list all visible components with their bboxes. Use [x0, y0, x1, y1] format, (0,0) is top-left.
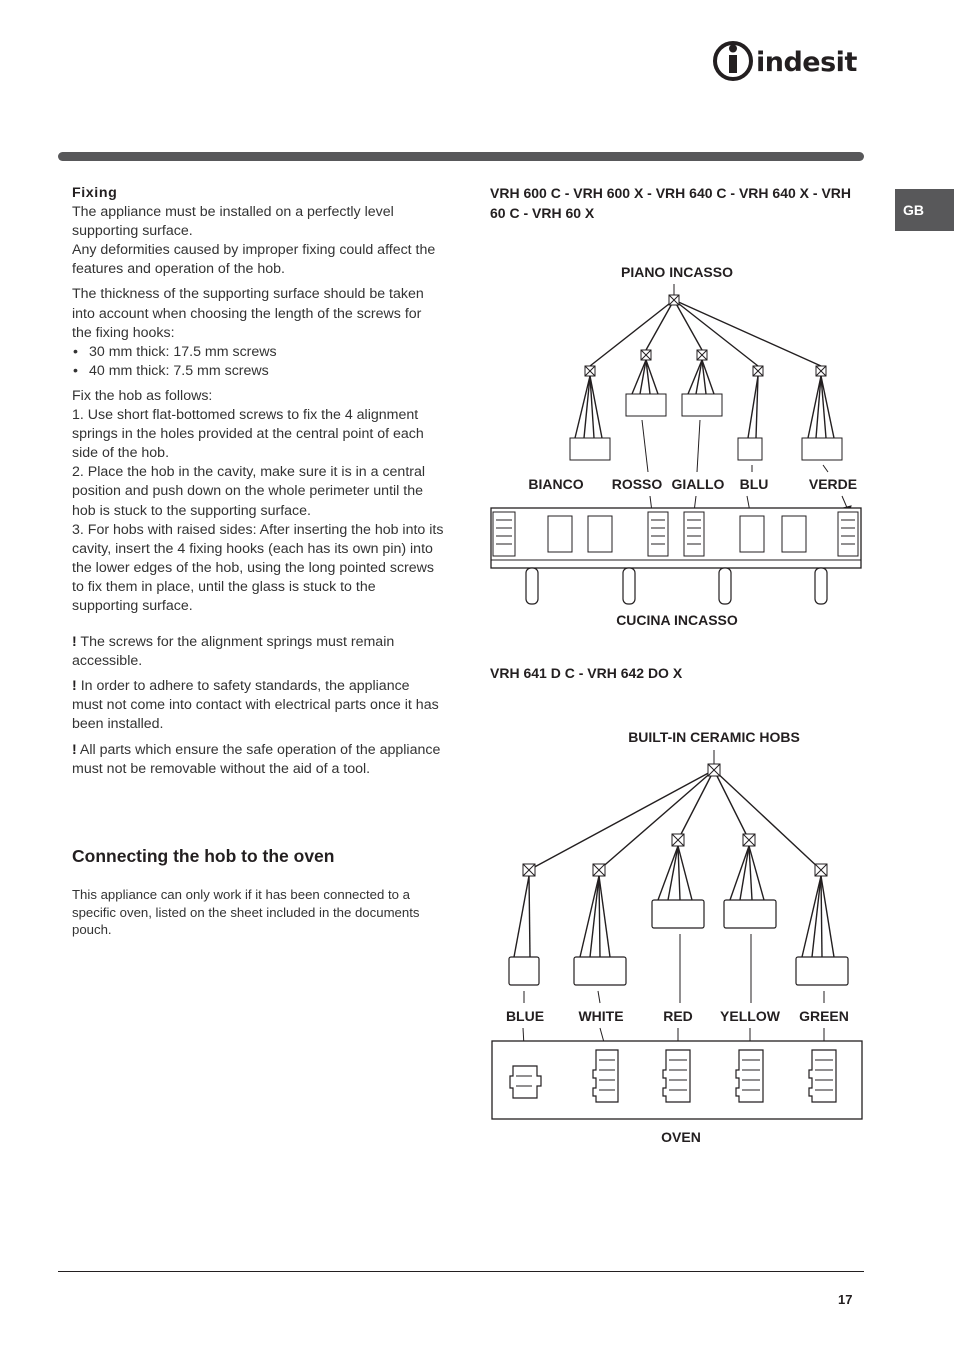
warning-note	[72, 633, 444, 671]
warning-text: In order to adhere to safety standards, the appliance must not come into contact with electrical parts once it has been installed.	[72, 678, 439, 733]
diagram2-bottom-label: OVEN	[661, 1129, 701, 1145]
fixing-paragraph: Any deformities caused by improper fixing could affect the features and operation of the hob.	[72, 242, 436, 278]
warning-note	[72, 677, 444, 734]
bullet-item: • 40 mm thick: 7.5 mm screws	[72, 362, 444, 381]
fixing-step: 2. Place the hob in the cavity, make sure it is in a central position and push down on the whole perimeter until the hob is stuck to the supporting surface.	[72, 464, 426, 519]
warning-mark: !	[72, 678, 77, 695]
connector-label: GREEN	[799, 1008, 849, 1024]
diagram1-top-label: PIANO INCASSO	[620, 264, 734, 280]
language-tab: GB	[895, 189, 954, 231]
connector-label: BLUE	[505, 1008, 545, 1024]
warning-mark: !	[72, 634, 77, 651]
fixing-step: 1. Use short flat-bottomed screws to fix the 4 alignment springs in the holes provided at the central point of each side of the hob.	[72, 407, 424, 462]
diagram2-models: VRH 641 D C - VRH 642 DO X	[490, 665, 683, 681]
fixing-paragraph: Fix the hob as follows:	[72, 387, 213, 404]
fixing-step: 3. For hobs with raised sides: After inserting the hob into its cavity, insert the 4 fixing hooks (each has its own pin) into the lower edges of the hob, using the long pointed screws to fix them in place, until the glass is stuck to the supporting surface.	[72, 521, 444, 614]
connector-label: WHITE	[578, 1008, 624, 1024]
connecting-title: Connecting the hob to the oven	[72, 846, 335, 866]
connector-label: BLU	[739, 476, 769, 492]
wiring-diagram-1	[480, 255, 870, 635]
fixing-section	[72, 184, 444, 779]
connector-label: RED	[663, 1008, 693, 1024]
connector-label: GIALLO	[671, 476, 725, 492]
fixing-paragraph: The appliance must be installed on a perfectly level supporting surface.	[72, 204, 394, 240]
brand-wordmark: indesit	[756, 47, 857, 78]
diagram1-models: VRH 600 C - VRH 600 X - VRH 640 C - VRH 640 X - VRH 60 C - VRH 60 X	[490, 185, 852, 221]
connector-label: YELLOW	[720, 1008, 780, 1024]
warning-text: The screws for the alignment springs must remain accessible.	[72, 634, 395, 670]
bullet-item: • 30 mm thick: 17.5 mm screws	[72, 343, 444, 362]
diagram1-bottom-label: CUCINA INCASSO	[616, 612, 738, 628]
wiring-diagram-2	[480, 725, 870, 1150]
diagram2-top-label: BUILT-IN CERAMIC HOBS	[628, 729, 800, 745]
indesit-logo	[712, 38, 868, 86]
warning-text: All parts which ensure the safe operation of the appliance must not be removable without the aid of a tool.	[72, 741, 441, 777]
connector-label: VERDE	[808, 476, 858, 492]
connector-label: BIANCO	[528, 476, 584, 492]
warning-mark: !	[72, 741, 77, 758]
fixing-paragraph: The thickness of the supporting surface should be taken into account when choosing the length of the screws for the fixing hooks:	[72, 286, 424, 341]
footer-divider	[58, 1271, 864, 1272]
connector-label: ROSSO	[611, 476, 663, 492]
warning-note	[72, 741, 444, 779]
fixing-heading: Fixing	[72, 185, 118, 201]
page-number: 17	[838, 1292, 853, 1307]
connecting-body: This appliance can only work if it has been connected to a specific oven, listed on the sheet included in the documents pouch.	[72, 887, 420, 938]
header-divider-bar	[58, 152, 864, 161]
